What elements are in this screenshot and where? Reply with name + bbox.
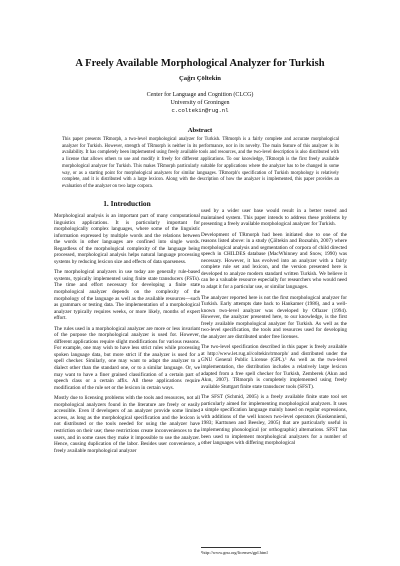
- paragraph: Mostly due to licensing problems with the tools and resources, not all morphological analyzers found in the literature are freely or easily accessible. Even if developers of an analyzer provide some limited access, as long as the morphological specification and the lexicon is not distributed or the tools needed for using the analyzer have restriction on their use; these restrictions create inconveniences to the users, and in some cases they make it impossible to use the analyzer. Hence, causing duplication of the labor. Besides user convenience, a freely available morphological analyzer: [54, 395, 200, 454]
- paragraph: The rules used in a morphological analyzer are more or less invariant of the purpose the morphological analyzer is used for. However, different applications require slight modifications for various reasons. For example, one may wish to have less strict rules while processing spoken language data, but more strict if the analyzer is used for a spell checker. Similarly, one may want to adapt the analyzer to a dialect other than the standard one, or to a similar language. Or, we may want to have a finer grained classification of a certain part of speech class or a certain affix. All these applications require modification of the rule set or the lexicon in certain ways.: [54, 325, 200, 391]
- left-column: [54, 199, 200, 458]
- paragraph: The morphological analyzers in use today are generally rule-based systems, typically implemented using finite state transducers (FSTs). The time and effort necessary for developing a finite state morphological analyzer depends on the complexity of the morphology of the language as well as the available resources—such as grammars or testing data. The implementation of a morphological analyzer typically requires weeks, or more likely, months of expert effort.: [54, 269, 200, 322]
- section-heading-introduction: 1. Introduction: [103, 199, 151, 208]
- affiliation-center: Center for Language and Cognition (CLCG): [146, 92, 254, 98]
- footnote-divider: [201, 547, 261, 548]
- affiliation: [0, 92, 400, 115]
- paragraph: The analyzer reported here is not the first morphological analyzer for Turkish. Early attempts date back to Hankamer (1986), and a well-known two-level analyzer was developed by Oflazer (1994). However, the analyzer presented here, to our knowledge, is the first freely available morphological analyzer for Turkish. As well as the two-level specification, the tools and resources used for developing the analyzer are distributed under free licenses.: [201, 294, 347, 340]
- paragraph: The SFST (Schmid, 2005) is a freely available finite state tool set particularly aimed for implementing morphological analyzers. It uses a simple specification language mainly based on regular expressions, with additions of the well known two-level operators (Koskenniemi, 1983; Karttunen and Beesley, 2005) that are particularly useful in implementing phonological (or orthographic) alternations. SFST has been used to implement morphological analyzers for a number of other languages with differing morphological: [201, 394, 347, 447]
- paragraph: The two-level specification described in this paper is freely available at http://www.let.rug.nl/coltekin/trmorph/ and distributed under the GNU General Public License (GPL).¹ As well as the two-level implementation, the distribution includes a relatively large lexicon adapted from a free spell checker for Turkish, Zemberek (Akın and Akın, 2007). TRmorph is completely implemented using freely available Stuttgart finite state transducer tools (SFST).: [201, 344, 347, 390]
- footnote: ¹http://www.gnu.org/licenses/gpl.html: [201, 550, 268, 555]
- abstract-body: This paper presents TRmorph, a two-level morphological analyzer for Turkish. TRmorph is a fairly complete and accurate morphological analyzer for Turkish. However, strength of TRmorph is neither in its performance, nor in its novelty. The main feature of this analyzer is its availability. It has completely been implemented using freely available tools and resources, and the two-level description is also distributed with a license that allows others to use and modify it freely for different applications. To our knowledge, TRmorph is the first freely available morphological analyzer for Turkish. This makes TRmorph particularly suitable for applications where the analyzer has to be changed in some way, or as a starting point for morphological analyzers for similar languages. TRmorph's specification of Turkish morphology is relatively complete, and it is distributed with a large lexicon. Along with the description of how the analyzer is implemented, this paper provides an evaluation of the analyzer on two large corpora.: [62, 137, 339, 189]
- affiliation-university: University of Groningen: [170, 99, 230, 106]
- author-email: c.coltekin@rug.nl: [171, 107, 229, 115]
- paragraph: Development of TRmorph had been initiated due to one of the reasons listed above: in a study (Çöltekin and Bozsahin, 2007) where morphological analysis and segmentation of corpora of child directed speech in CHILDES database (MacWhinney and Snow, 1990) was necessary. However, it has evolved into an analyzer with a fairly complete rule set and lexicon, and the version presented here is developed to analyze modern standard written Turkish. We believe it can be a valuable resource especially for researchers who would need to adapt it for a particular use, or similar languages.: [201, 231, 347, 291]
- author-name: Çağrı Çöltekin: [179, 75, 221, 82]
- right-column: [201, 208, 347, 451]
- abstract-heading: Abstract: [187, 127, 213, 134]
- paragraph: used by a wider user base would result in a better tested and maintained system. This paper intends to address these problems by presenting a freely available morphological analyzer for Turkish.: [201, 208, 347, 228]
- paper-title: A Freely Available Morphological Analyzer for Turkish: [75, 58, 325, 69]
- paragraph: Morphological analysis is an important part of many computational linguistics applications. It is particularly important for morphologically complex languages, where some of the linguistic information expressed by multiple words and the relations between the words in other languages are confined into single words. Regardless of the morphological complexity of the language being processed, morphological analysis helps natural language processing systems by reducing lexicon size and effects of data sparseness.: [54, 213, 200, 265]
